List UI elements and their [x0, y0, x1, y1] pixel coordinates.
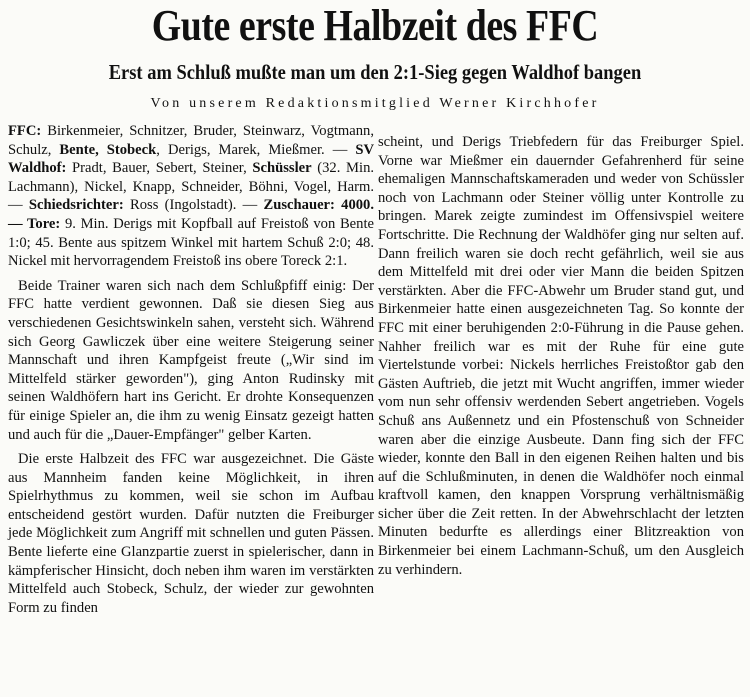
paragraph: scheint, und Derigs Triebfedern für das Freiburger Spiel. Vorne war Mießmer ein dauernder Gefahrenherd für seine ehemaligen Mannschaftskameraden und weder von Schüssler noch von Lachmann oder Steiner völlig unter Kontrolle zu bringen. Marek zeigte zumindest im Offensivspiel weitere Fortschritte. Die Rechnung der Waldhöfer ging nur selten auf. Dann freilich waren sie doch recht gefährlich, weil sie aus dem Mittelfeld mit drei oder vier Mann die beiden Spitzen verstärkten. Aber die FFC-Abwehr um Bruder stand gut, und Birkenmeier hatte einen ausgezeichneten Tag. So konnte der FFC mit einer beruhigenden 2:0-Führung in die Pause gehen. Nahher freilich war es mit der Ruhe für eine gute Viertelstunde vorbei: Nickels herrliches Freistoßtor gab den Gästen Auftrieb, die jetzt mit Wucht angriffen, immer wieder vom nun sehr offensiv werdenden Sebert angetrieben. Vogels Schuß ans Außennetz und ein Pfostenschuß von Schneider waren aber die einzige Ausbeute. Dann fing sich der FFC wieder, konnte den Ball in den eigenen Reihen halten und bis auf die Schlußminuten, in denen die Waldhöfer noch einmal kraftvoll kamen, den knappen Vorsprung verhältnismäßig sicher über die Zeit retten. In der Abwehrschlacht der letzten Minuten bedurfte es allerdings einer Blitzreaktion von Birkenmeier bei einem Lachmann-Schuß, um den Ausgleich zu verhindern. — [378, 134, 744, 578]
paragraph: Beide Trainer waren sich nach dem Schlußpfiff einig: Der FFC hatte verdient gewonnen. Daß sie diesen Sieg aus verschiedenen Gesichtswinkeln sahen, versteht sich. Während sich Georg Gawliczek über eine weitere Steigerung seiner Mannschaft und ihren Kampfgeist freute („Wir sind im Mittelfeld stärker geworden"), ging Anton Rudinsky mit seinen Waldhöfern hart ins Gericht. Er drohte Konsequenzen für einige Spieler an, die ihm zu wenig Einsatz gezeigt hatten und auch für die „Dauer-Empfänger" gelber Karten. — [8, 277, 374, 443]
referee-label: Schiedsrichter: — [28, 197, 124, 214]
column-left — [8, 122, 374, 617]
byline: Von unserem Redaktionsmitglied Werner Kirchhofer — [150, 96, 600, 111]
ffc-lineup-rest: , Derigs, Marek, Mießmer. — — [156, 141, 356, 158]
ffc-lineup: Birkenmeier, Schnitzer, Bruder, Steinwarz, Vogtmann, Schulz, — [8, 123, 374, 158]
waldhof-label: SV Waldhof: — [8, 141, 374, 177]
goals-text: 9. Min. Derigs mit Kopfball auf Freistoß von Bente 1:0; 45. Bente aus spitzem Winkel mit hartem Schuß 2:0; 48. Nickel mit hervorragendem Freistoß ins obere Toreck 2:1. — [8, 215, 374, 270]
lineup-paragraph — [8, 122, 374, 271]
paragraph: Die erste Halbzeit des FFC war ausgezeichnet. Die Gäste aus Mannheim fanden keine Möglichkeit, in ihren Spielrhythmus zu kommen, weil sie schon im Aufbau entscheidend gestört wurden. Dafür nutzten die Freiburger jede Möglichkeit zum Angriff mit schnellen und guten Pässen. Bente lieferte eine Glanzpartie zuerst in spielerischer, dann in kämpferischer Hinsicht, doch neben ihm waren im verstärkten Mittelfeld auch Stobeck, Schulz, der wieder zur gewohnten Form zu finden — [8, 451, 374, 616]
ffc-lineup-bold: Bente, Stobeck — [59, 141, 157, 158]
headline: Gute erste Halbzeit des FFC — [151, 1, 599, 50]
waldhof-lineup: Pradt, Bauer, Sebert, Steiner, — [66, 160, 253, 177]
subheadline: Erst am Schluß mußte man um den 2:1-Sieg gegen Waldhof bangen — [108, 60, 642, 84]
waldhof-lineup-bold: Schüssler — [252, 160, 312, 177]
referee-text: Ross (Ingolstadt). — — [123, 197, 264, 214]
column-right — [378, 133, 744, 579]
attendance-label: Zuschauer: 4000. — [263, 197, 374, 214]
waldhof-lineup-rest: (32. Min. Lachmann), Nickel, Knapp, Schneider, Böhni, Vogel, Harm. — — [8, 160, 375, 214]
dash-separator: — — [8, 215, 28, 232]
goals-label: Tore: — [27, 215, 61, 232]
ffc-label: FFC: — [8, 123, 42, 139]
